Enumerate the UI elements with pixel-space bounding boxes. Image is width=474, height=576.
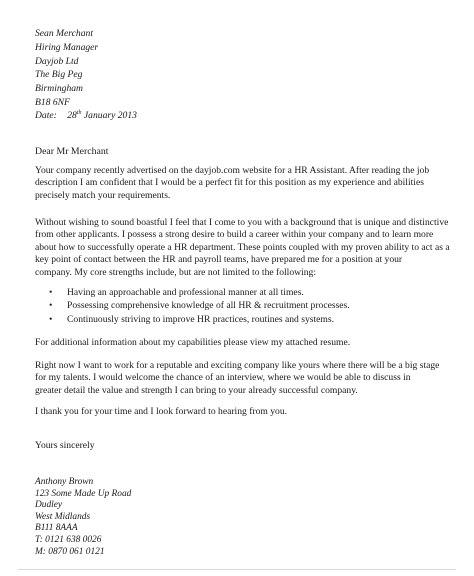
list-item — [49, 286, 350, 299]
list-item-text: Possessing comprehensive knowledge of all HR & recruitment processes. — [67, 300, 350, 312]
paragraph-line: greater detail the value and strength I can bring to your already successful company. — [35, 384, 358, 396]
paragraph-thanks — [35, 406, 455, 418]
date-label: Date: — [35, 110, 57, 122]
bullet-icon: • — [49, 313, 53, 325]
paragraph-line: I thank you for your time and I look forward to hearing from you. — [35, 406, 288, 417]
strengths-list — [49, 286, 350, 326]
paragraph-line: description I am confident that I would be a perfect fit for this position as my experience and abilities — [35, 177, 424, 189]
sender-postcode: B111 8AAA — [35, 523, 78, 534]
page-edge-divider — [18, 569, 456, 570]
salutation: Dear Mr Merchant — [35, 146, 109, 157]
paragraph-intro — [35, 165, 455, 202]
recipient-name: Sean Merchant — [35, 28, 93, 39]
recipient-street: The Big Peg — [35, 69, 83, 81]
paragraph-resume — [35, 337, 455, 349]
recipient-company: Dayjob Ltd — [35, 55, 79, 67]
date-suffix: th — [76, 110, 82, 116]
paragraph-line: for my talents. I would welcome the chance of an interview, where we would be able to discuss in — [35, 372, 411, 384]
bullet-icon: • — [49, 287, 53, 298]
list-item-text: Having an approachable and professional manner at all times. — [67, 287, 304, 298]
paragraph-interview — [35, 360, 455, 397]
recipient-title: Hiring Manager — [35, 41, 99, 53]
letter-date — [35, 110, 137, 121]
paragraph-line: from other applicants. I possess a strong desire to build a career within your company and to learn more — [35, 229, 434, 241]
date-rest: January 2013 — [83, 110, 137, 122]
paragraph-line: company. My core strengths include, but are not limited to the following: — [35, 266, 317, 278]
paragraph-line: Without wishing to sound boastful I feel that I come to you with a background that is unique and distinctive — [35, 217, 449, 228]
sender-street: 123 Some Made Up Road — [35, 488, 132, 499]
closing: Yours sincerely — [35, 440, 95, 451]
list-item — [49, 299, 350, 312]
list-item — [49, 313, 350, 326]
recipient-address — [35, 27, 98, 110]
paragraph-line: about how to successfully operate a HR department. These points coupled with my proven ability to act as a — [35, 241, 450, 253]
paragraph-line: key point of contact between the HR and payroll teams, have prepared me for a position at your — [35, 254, 403, 266]
signature-block — [35, 477, 131, 558]
sender-name: Anthony Brown — [35, 477, 94, 487]
paragraph-line: Right now I want to work for a reputable and exciting company like yours where there will be a big stage — [35, 360, 440, 371]
list-item-text: Continuously striving to improve HR practices, routines and systems. — [67, 313, 334, 325]
paragraph-background — [35, 217, 455, 279]
date-day: 28 — [67, 110, 77, 122]
paragraph-line: precisely match your requirements. — [35, 189, 171, 201]
sender-county: West Midlands — [35, 511, 91, 522]
recipient-postcode: B18 6NF — [35, 96, 70, 108]
paragraph-line: Your company recently advertised on the dayjob.com website for a HR Assistant. After reading the job — [35, 165, 430, 176]
bullet-icon: • — [49, 300, 53, 312]
paragraph-line: For additional information about my capabilities please view my attached resume. — [35, 337, 351, 348]
recipient-city: Birmingham — [35, 83, 83, 95]
sender-town: Dudley — [35, 500, 63, 511]
sender-telephone: T: 0121 638 0026 — [35, 534, 102, 545]
sender-mobile: M: 0870 061 0121 — [35, 546, 105, 557]
